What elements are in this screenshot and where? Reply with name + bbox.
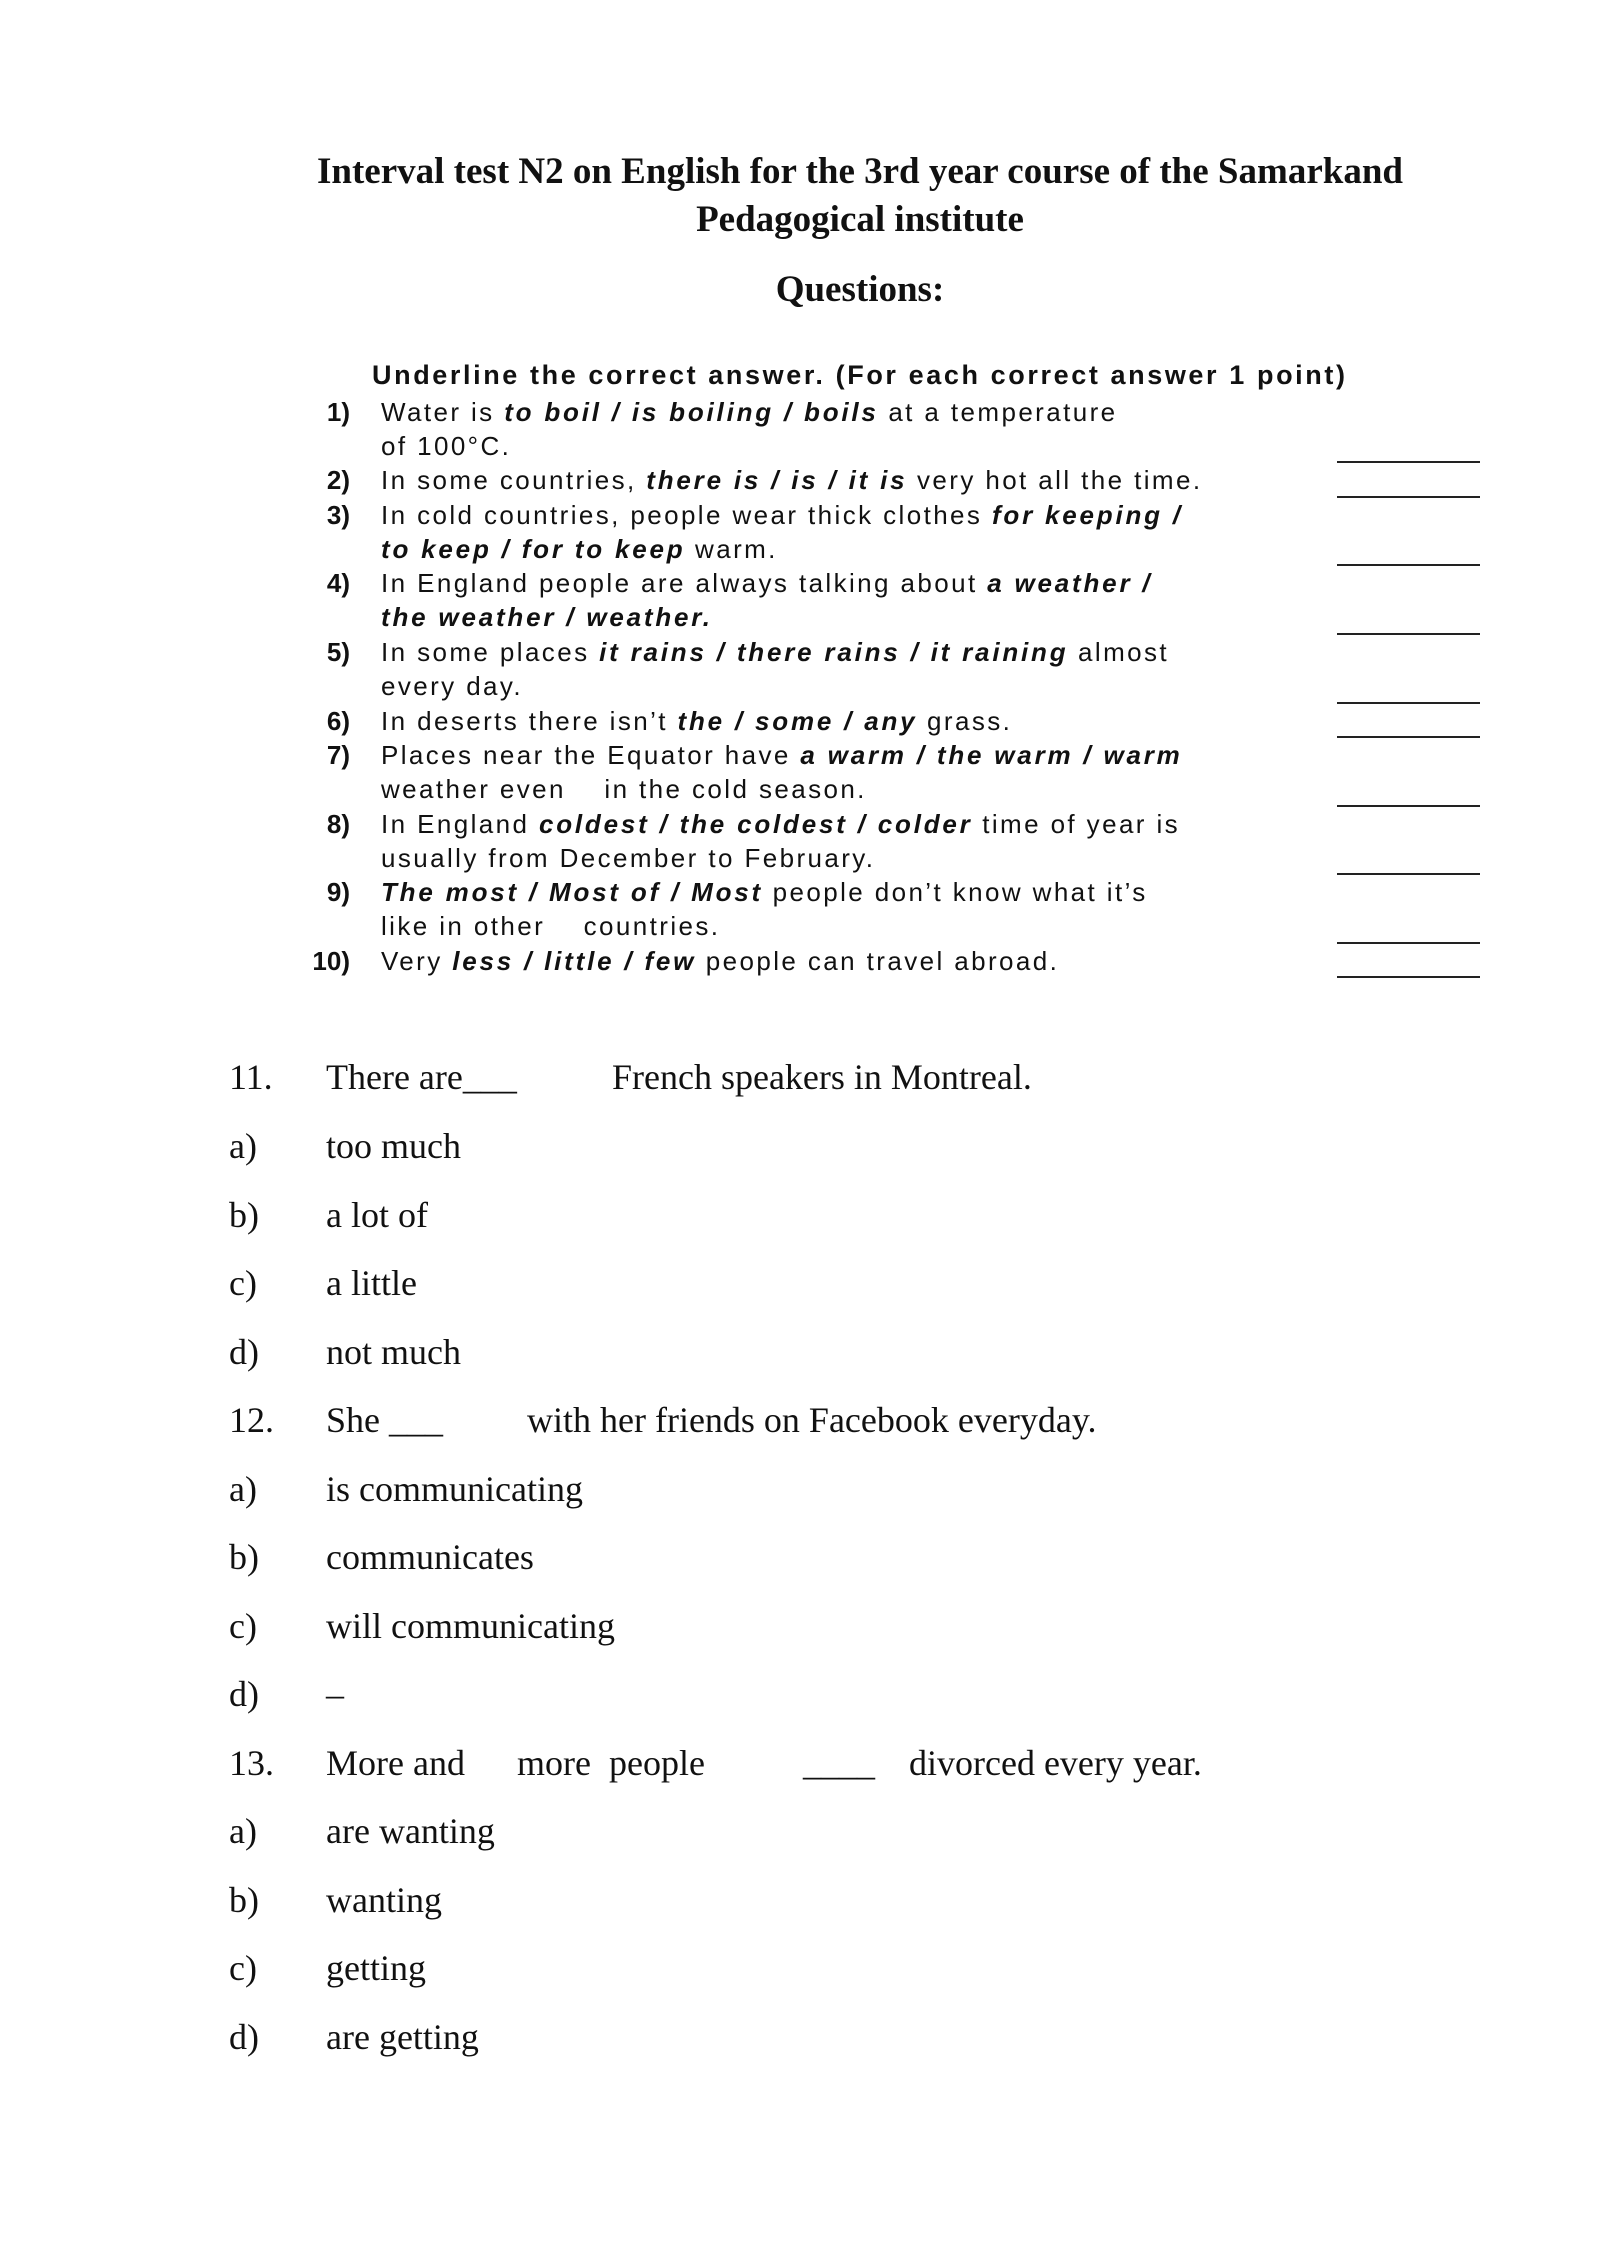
option-label: a) xyxy=(229,1469,257,1509)
section1-instruction: Underline the correct answer. (For each correct answer 1 point) xyxy=(372,360,1348,390)
item-line: usually from December to February. xyxy=(381,843,876,873)
question-text: with her friends on Facebook everyday. xyxy=(527,1400,1097,1440)
item-line: the weather / weather. xyxy=(381,602,713,632)
answer-blank[interactable] xyxy=(1337,942,1480,944)
item-line: In deserts there isn’t the / some / any grass. xyxy=(381,706,1013,736)
item-line: In cold countries, people wear thick clothes for keeping / xyxy=(381,500,1183,530)
item-line: The most / Most of / Most people don’t know what it’s xyxy=(381,877,1148,907)
item-line: to keep / for to keep warm. xyxy=(381,534,778,564)
answer-blank[interactable] xyxy=(1337,805,1480,807)
question-text: More and xyxy=(326,1743,465,1783)
answer-blank[interactable] xyxy=(1337,633,1480,635)
option-text[interactable]: too much xyxy=(326,1126,461,1166)
item-number: 2) xyxy=(326,465,350,495)
item-line: of 100°C. xyxy=(381,431,512,461)
answer-blank[interactable] xyxy=(1337,702,1480,704)
item-line: Places near the Equator have a warm / the warm / warm xyxy=(381,740,1183,770)
option-label: b) xyxy=(229,1537,259,1577)
option-label: d) xyxy=(229,2017,259,2057)
answer-blank[interactable] xyxy=(1337,976,1480,978)
question-text: more people xyxy=(517,1743,705,1783)
questions-heading: Questions: xyxy=(775,269,945,310)
item-line: like in other countries. xyxy=(381,911,721,941)
answer-blank[interactable] xyxy=(1337,736,1480,738)
question-number: 13. xyxy=(229,1743,274,1783)
item-number: 9) xyxy=(326,877,350,907)
option-text[interactable]: are getting xyxy=(326,2017,479,2057)
item-number: 5) xyxy=(326,637,350,667)
item-number: 3) xyxy=(326,500,350,530)
answer-blank[interactable] xyxy=(1337,873,1480,875)
option-label: c) xyxy=(229,1263,257,1303)
option-text[interactable]: a lot of xyxy=(326,1195,428,1235)
document-title: Interval test N2 on English for the 3rd year course of the Samarkand Pedagogical institute xyxy=(317,151,1403,240)
option-label: c) xyxy=(229,1606,257,1646)
item-line: Very less / little / few people can travel abroad. xyxy=(381,946,1060,976)
option-text[interactable]: communicates xyxy=(326,1537,534,1577)
option-text[interactable]: getting xyxy=(326,1948,426,1988)
item-number: 7) xyxy=(326,740,350,770)
option-label: d) xyxy=(229,1674,259,1714)
question-text: divorced every year. xyxy=(909,1743,1202,1783)
item-line: weather even in the cold season. xyxy=(381,774,867,804)
option-label: b) xyxy=(229,1880,259,1920)
question-text: French speakers in Montreal. xyxy=(612,1057,1032,1097)
item-line: In some countries, there is / is / it is very hot all the time. xyxy=(381,465,1203,495)
item-line: In England people are always talking about a weather / xyxy=(381,568,1153,598)
question-number: 11. xyxy=(229,1057,273,1097)
option-label: b) xyxy=(229,1195,259,1235)
item-line: In some places it rains / there rains / it raining almost xyxy=(381,637,1170,667)
answer-blank[interactable] xyxy=(1337,461,1480,463)
option-text[interactable]: are wanting xyxy=(326,1811,495,1851)
answer-blank[interactable] xyxy=(1337,496,1480,498)
option-label: a) xyxy=(229,1811,257,1851)
option-label: a) xyxy=(229,1126,257,1166)
option-text[interactable]: – xyxy=(326,1674,344,1714)
item-number: 1) xyxy=(326,397,350,427)
item-line: every day. xyxy=(381,671,524,701)
item-number: 10) xyxy=(312,946,350,976)
question-text: There are___ xyxy=(326,1057,517,1097)
item-line: In England coldest / the coldest / colder time of year is xyxy=(381,809,1181,839)
option-label: c) xyxy=(229,1948,257,1988)
question-number: 12. xyxy=(229,1400,274,1440)
answer-blank: ____ xyxy=(803,1743,875,1783)
item-number: 6) xyxy=(326,706,350,736)
option-label: d) xyxy=(229,1332,259,1372)
option-text[interactable]: is communicating xyxy=(326,1469,583,1509)
answer-blank[interactable] xyxy=(1337,564,1480,566)
option-text[interactable]: wanting xyxy=(326,1880,442,1920)
question-text: She ___ xyxy=(326,1400,443,1440)
item-number: 8) xyxy=(326,809,350,839)
option-text[interactable]: not much xyxy=(326,1332,461,1372)
option-text[interactable]: a little xyxy=(326,1263,417,1303)
item-line: Water is to boil / is boiling / boils at a temperature xyxy=(381,397,1118,427)
option-text[interactable]: will communicating xyxy=(326,1606,615,1646)
item-number: 4) xyxy=(326,568,350,598)
